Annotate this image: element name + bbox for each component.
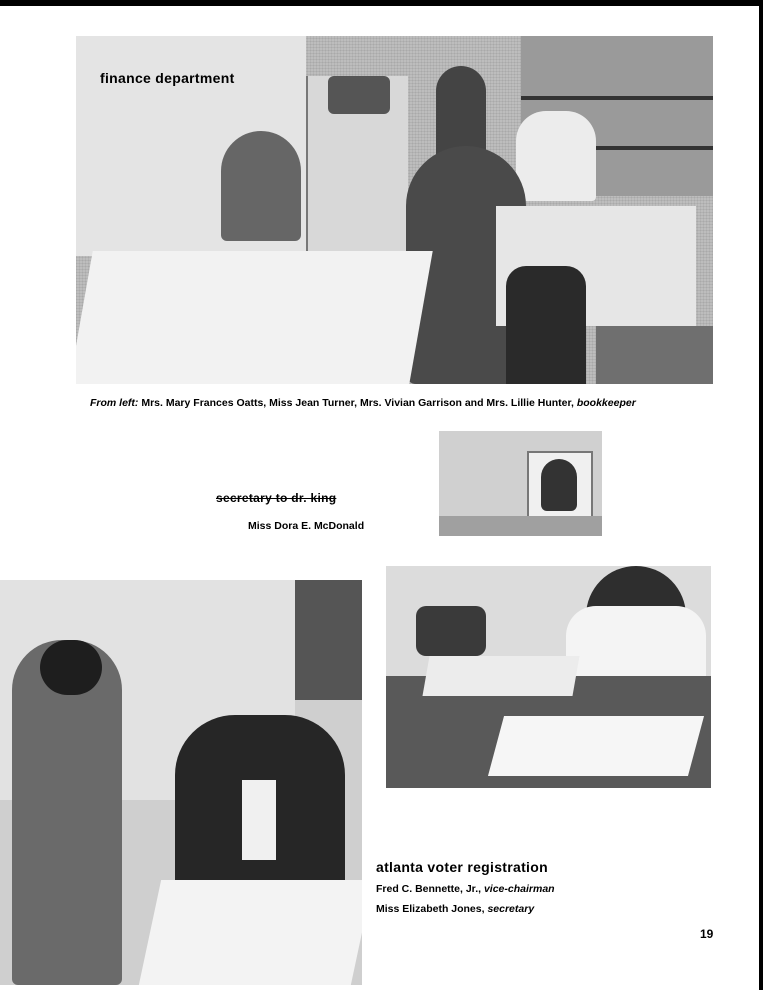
caption-role: bookkeeper	[576, 397, 636, 409]
caption-names: Mrs. Mary Frances Oatts, Miss Jean Turner, Mrs. Vivian Garrison and Mrs. Lillie Hunter,	[138, 397, 577, 409]
finance-department-photo	[76, 36, 713, 384]
secretary-photo	[386, 566, 711, 788]
photo-floor	[596, 326, 713, 384]
page-number: 19	[700, 927, 714, 941]
finance-caption	[90, 397, 636, 409]
portrait-photo	[439, 431, 602, 536]
photo-desk-front	[76, 251, 433, 384]
secretary-heading: secretary to dr. king	[216, 491, 337, 505]
photo-shelf-line	[521, 96, 713, 100]
photo-chair	[506, 266, 586, 384]
finance-heading: finance department	[100, 70, 235, 86]
voter-line-2-name: Miss Elizabeth Jones,	[376, 903, 488, 915]
top-border	[0, 0, 763, 6]
voter-man-shirt	[242, 780, 276, 860]
secretary-papers-2	[422, 656, 579, 696]
caption-prefix: From left:	[90, 397, 139, 409]
secretary-papers	[488, 716, 704, 776]
voter-line-1-name: Fred C. Bennette, Jr.,	[376, 883, 484, 895]
voter-line-2	[376, 903, 534, 915]
voter-line-2-role: secretary	[487, 903, 535, 915]
right-border	[759, 0, 763, 990]
voter-heading: atlanta voter registration	[376, 859, 548, 875]
voter-registration-photo	[0, 580, 362, 985]
voter-line-1	[376, 883, 555, 895]
photo-purse	[328, 76, 390, 114]
voter-desk-papers	[139, 880, 362, 985]
secretary-name: Miss Dora E. McDonald	[248, 520, 365, 532]
voter-woman-hair	[40, 640, 102, 695]
portrait-face	[541, 459, 577, 511]
secretary-typewriter	[416, 606, 486, 656]
photo-person-3	[516, 111, 596, 201]
voter-building-photo	[295, 580, 362, 700]
photo-person-1	[221, 131, 301, 241]
voter-line-1-role: vice-chairman	[483, 883, 555, 895]
portrait-ledge	[439, 516, 602, 536]
